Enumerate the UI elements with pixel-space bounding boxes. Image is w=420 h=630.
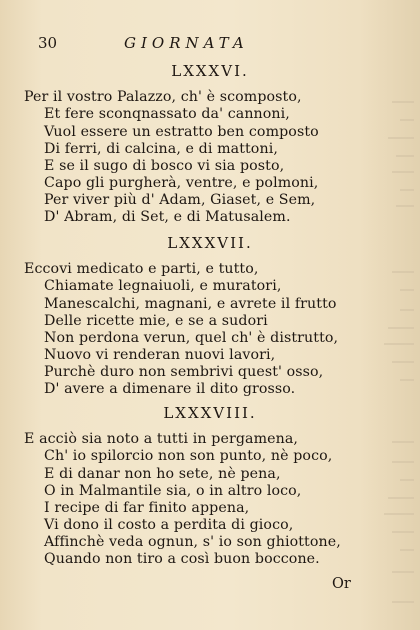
verse-line: Per il vostro Palazzo, ch' è scomposto, bbox=[24, 89, 302, 105]
verse-line: Et fere sconqnassato da' cannoni, bbox=[44, 106, 290, 122]
bleed-through-mark bbox=[400, 110, 414, 121]
verse-line: Chiamate legnaiuoli, e muratori, bbox=[44, 278, 282, 294]
bleed-through-mark bbox=[392, 262, 414, 273]
bleed-through-mark bbox=[392, 162, 414, 173]
verse-line: Manescalchi, magnani, e avrete il frutto bbox=[44, 296, 337, 312]
bleed-through-mark bbox=[400, 540, 414, 551]
bleed-through-mark bbox=[400, 280, 414, 291]
verse-line: Delle ricette mie, e se a sudori bbox=[44, 313, 268, 329]
bleed-through-mark bbox=[400, 300, 414, 311]
verse-line: Vuol essere un estratto ben composto bbox=[44, 124, 319, 140]
verse-line: Nuovo vi renderan nuovi lavori, bbox=[44, 347, 276, 363]
verse-line: E se il sugo di bosco vi sia posto, bbox=[44, 158, 285, 174]
bleed-through-mark bbox=[396, 196, 414, 207]
verse-line: D' avere a dimenare il dito grosso. bbox=[44, 381, 296, 397]
verse-line: Vi dono il costo a perdita di gioco, bbox=[44, 517, 294, 533]
bleed-through-mark bbox=[396, 146, 414, 157]
verse-line: Affinchè veda ognun, s' io son ghiottone, bbox=[44, 534, 341, 550]
verse-line: E acciò sia noto a tutti in pergamena, bbox=[24, 431, 299, 447]
bleed-through-mark bbox=[392, 92, 414, 103]
verse-line: Purchè duro non sembrivi quest' osso, bbox=[44, 364, 324, 380]
verse-line: D' Abram, di Set, e di Matusalem. bbox=[44, 209, 291, 225]
page-number: 30 bbox=[38, 34, 58, 52]
running-head bbox=[0, 34, 420, 54]
bleed-through-mark bbox=[392, 592, 414, 603]
bleed-through-mark bbox=[400, 470, 414, 481]
verse-line: Eccovi medicato e parti, e tutto, bbox=[24, 261, 259, 277]
sonnet-number: LXXXVIII. bbox=[163, 404, 257, 422]
bleed-through-mark bbox=[388, 318, 414, 329]
verse-line: E di danar non ho sete, nè pena, bbox=[44, 466, 281, 482]
sonnet-number: LXXXVI. bbox=[171, 62, 249, 80]
verse-line: Quando non tiro a così buon boccone. bbox=[44, 551, 320, 567]
verse-line: Capo gli purgherà, ventre, e polmoni, bbox=[44, 175, 319, 191]
bleed-through-mark bbox=[384, 504, 414, 515]
verse-line: I recipe di far finito appena, bbox=[44, 500, 250, 516]
verse-line: Ch' io spilorcio non son punto, nè poco, bbox=[44, 448, 333, 464]
verse-line: Per viver più d' Adam, Giaset, e Sem, bbox=[44, 192, 316, 208]
bleed-through-mark bbox=[388, 128, 414, 139]
verse-line: Di ferri, di calcina, e di mattoni, bbox=[44, 141, 278, 157]
bleed-through-mark bbox=[392, 562, 414, 573]
sonnet-number: LXXXVII. bbox=[167, 234, 253, 252]
bleed-through-mark bbox=[392, 522, 414, 533]
verse-line: Non perdona verun, quel ch' è distrutto, bbox=[44, 330, 339, 346]
running-title: GIORNATA bbox=[124, 34, 249, 52]
bleed-through-mark bbox=[392, 432, 414, 443]
bleed-through-mark bbox=[392, 352, 414, 363]
bleed-through-mark bbox=[400, 180, 414, 191]
bleed-through-mark bbox=[392, 452, 414, 463]
bleed-through-mark bbox=[384, 334, 414, 345]
verse-line: O in Malmantile sia, o in altro loco, bbox=[44, 483, 302, 499]
catchword: Or bbox=[332, 576, 351, 592]
bleed-through-mark bbox=[400, 370, 414, 381]
bleed-through-mark bbox=[388, 488, 414, 499]
